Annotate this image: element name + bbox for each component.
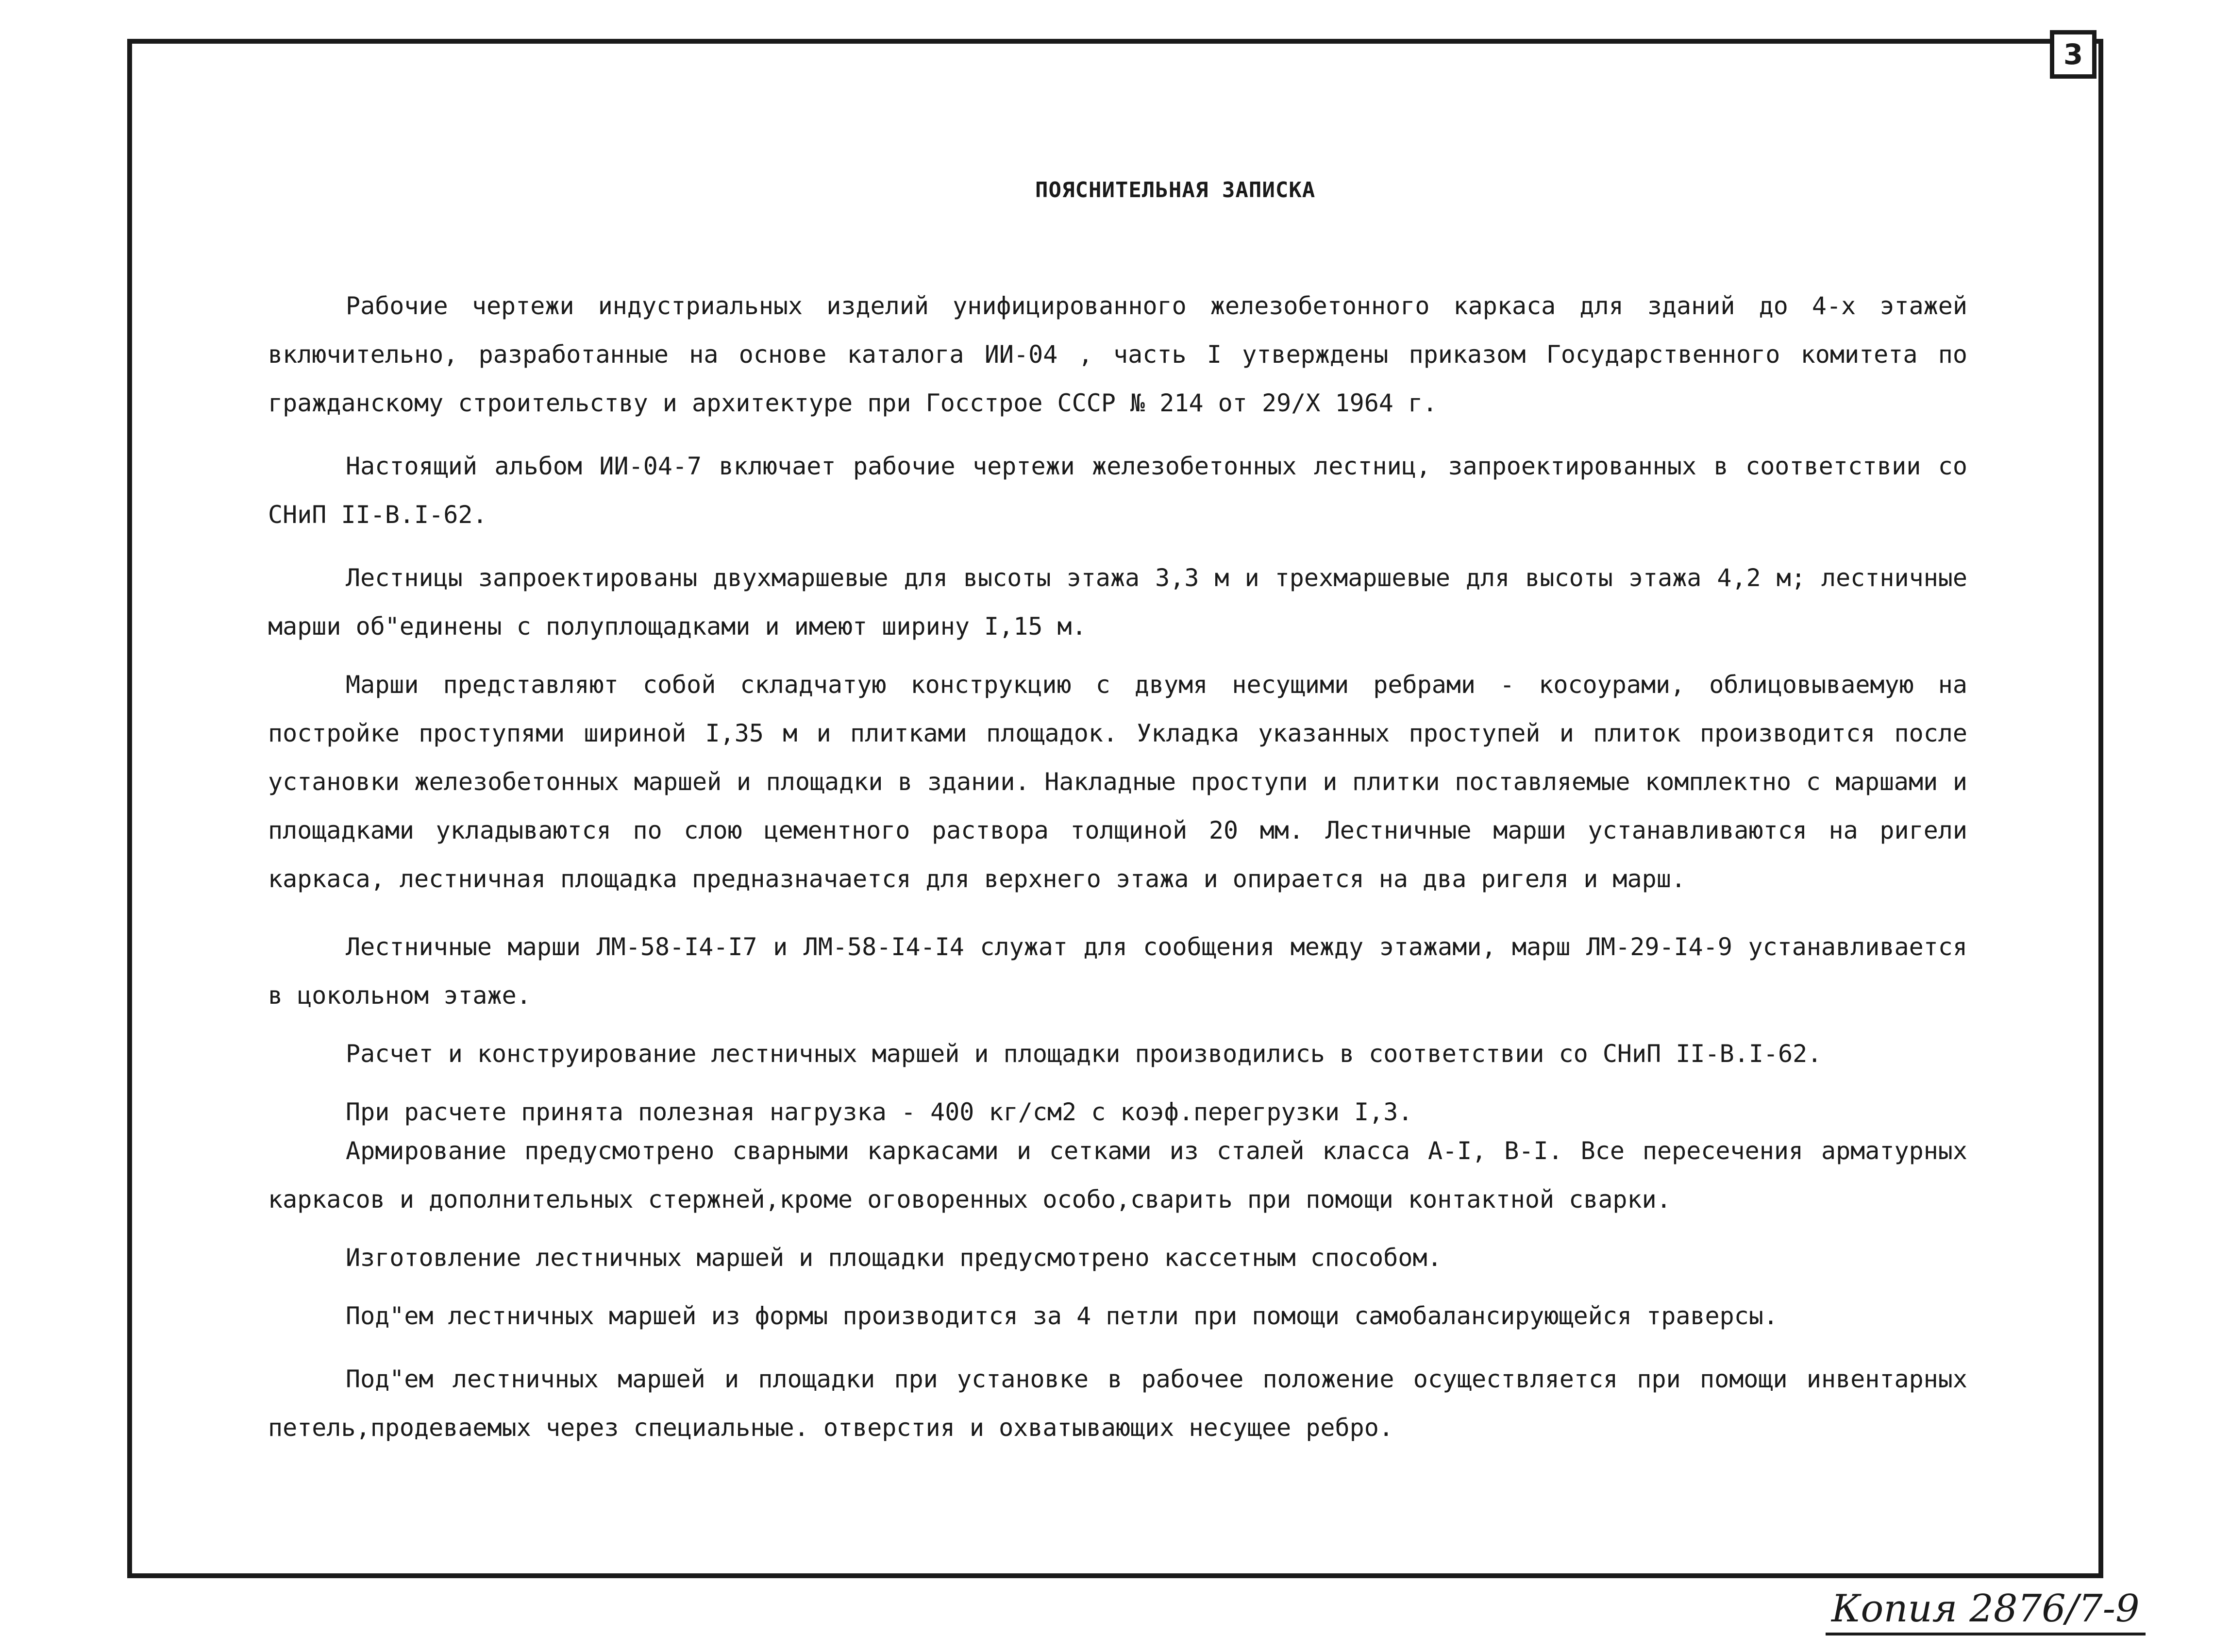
paragraph-9: Изготовление лестничных маршей и площадки предусмотрено кассетным способом. bbox=[346, 1244, 1442, 1272]
page-title: ПОЯСНИТЕЛЬНАЯ ЗАПИСКА bbox=[1035, 178, 1316, 202]
paragraph-4: Марши представляют собой складчатую конструкцию с двумя несущими ребрами - косоурами, облицовываемую на постройке проступями шириной I,35 м и плитками площадок. Укладка указанных проступей и плиток производится после установки железобетонных маршей и площадки в здании. Накладные проступи и плитки поставляемые комплектно с маршами и площадками укладываются по слою цементного раствора толщиной 20 мм. Лестничные марши устанавливаются на ригели каркаса, лестничная площадка предназначается для верхнего этажа и опирается на два ригеля и марш. bbox=[268, 671, 1967, 893]
paragraph-5: Лестничные марши ЛМ-58-I4-I7 и ЛМ-58-I4-I4 служат для сообщения между этажами, марш ЛМ-29-I4-9 устанавливается в цокольном этаже. bbox=[268, 933, 1967, 1010]
paragraph-2: Настоящий альбом ИИ-04-7 включает рабочие чертежи железобетонных лестниц, запроектированных в соответствии со СНиП II-В.I-62. bbox=[268, 452, 1967, 529]
paragraph-10: Под"ем лестничных маршей из формы производится за 4 петли при помощи самобалансирующейся траверсы. bbox=[346, 1302, 1778, 1330]
paragraph-1: Рабочие чертежи индустриальных изделий унифицированного железобетонного каркаса для зданий до 4-х этажей включительно, разработанные на основе каталога ИИ-04 , часть I утверждены приказом Государственного комитета по гражданскому строительству и архитектуре при Госстрое СССР № 214 от 29/X 1964 г. bbox=[268, 292, 1967, 417]
paragraph-11: Под"ем лестничных маршей и площадки при установке в рабочее положение осуществляется при помощи инвентарных петель,продеваемых через специальные. отверстия и охватывающих несущее ребро. bbox=[268, 1365, 1967, 1442]
archive-copy-note: Копия 2876/7-9 bbox=[1826, 1587, 2146, 1635]
paragraph-7: При расчете принята полезная нагрузка - 400 кг/см2 с коэф.перегрузки I,3. bbox=[346, 1098, 1413, 1126]
page-number: 3 bbox=[2050, 30, 2097, 79]
paragraph-3: Лестницы запроектированы двухмаршевые для высоты этажа 3,3 м и трехмаршевые для высоты этажа 4,2 м; лестничные марши об"единены с полуплощадками и имеют ширину I,15 м. bbox=[268, 564, 1967, 641]
paragraph-6: Расчет и конструирование лестничных маршей и площадки производились в соответствии со СНиП II-В.I-62. bbox=[346, 1040, 1822, 1068]
paragraph-8: Армирование предусмотрено сварными каркасами и сетками из сталей класса А-I, В-I. Все пересечения арматурных каркасов и дополнительных стержней,кроме оговоренных особо,сварить при помощи контактной сварки. bbox=[268, 1137, 1967, 1214]
